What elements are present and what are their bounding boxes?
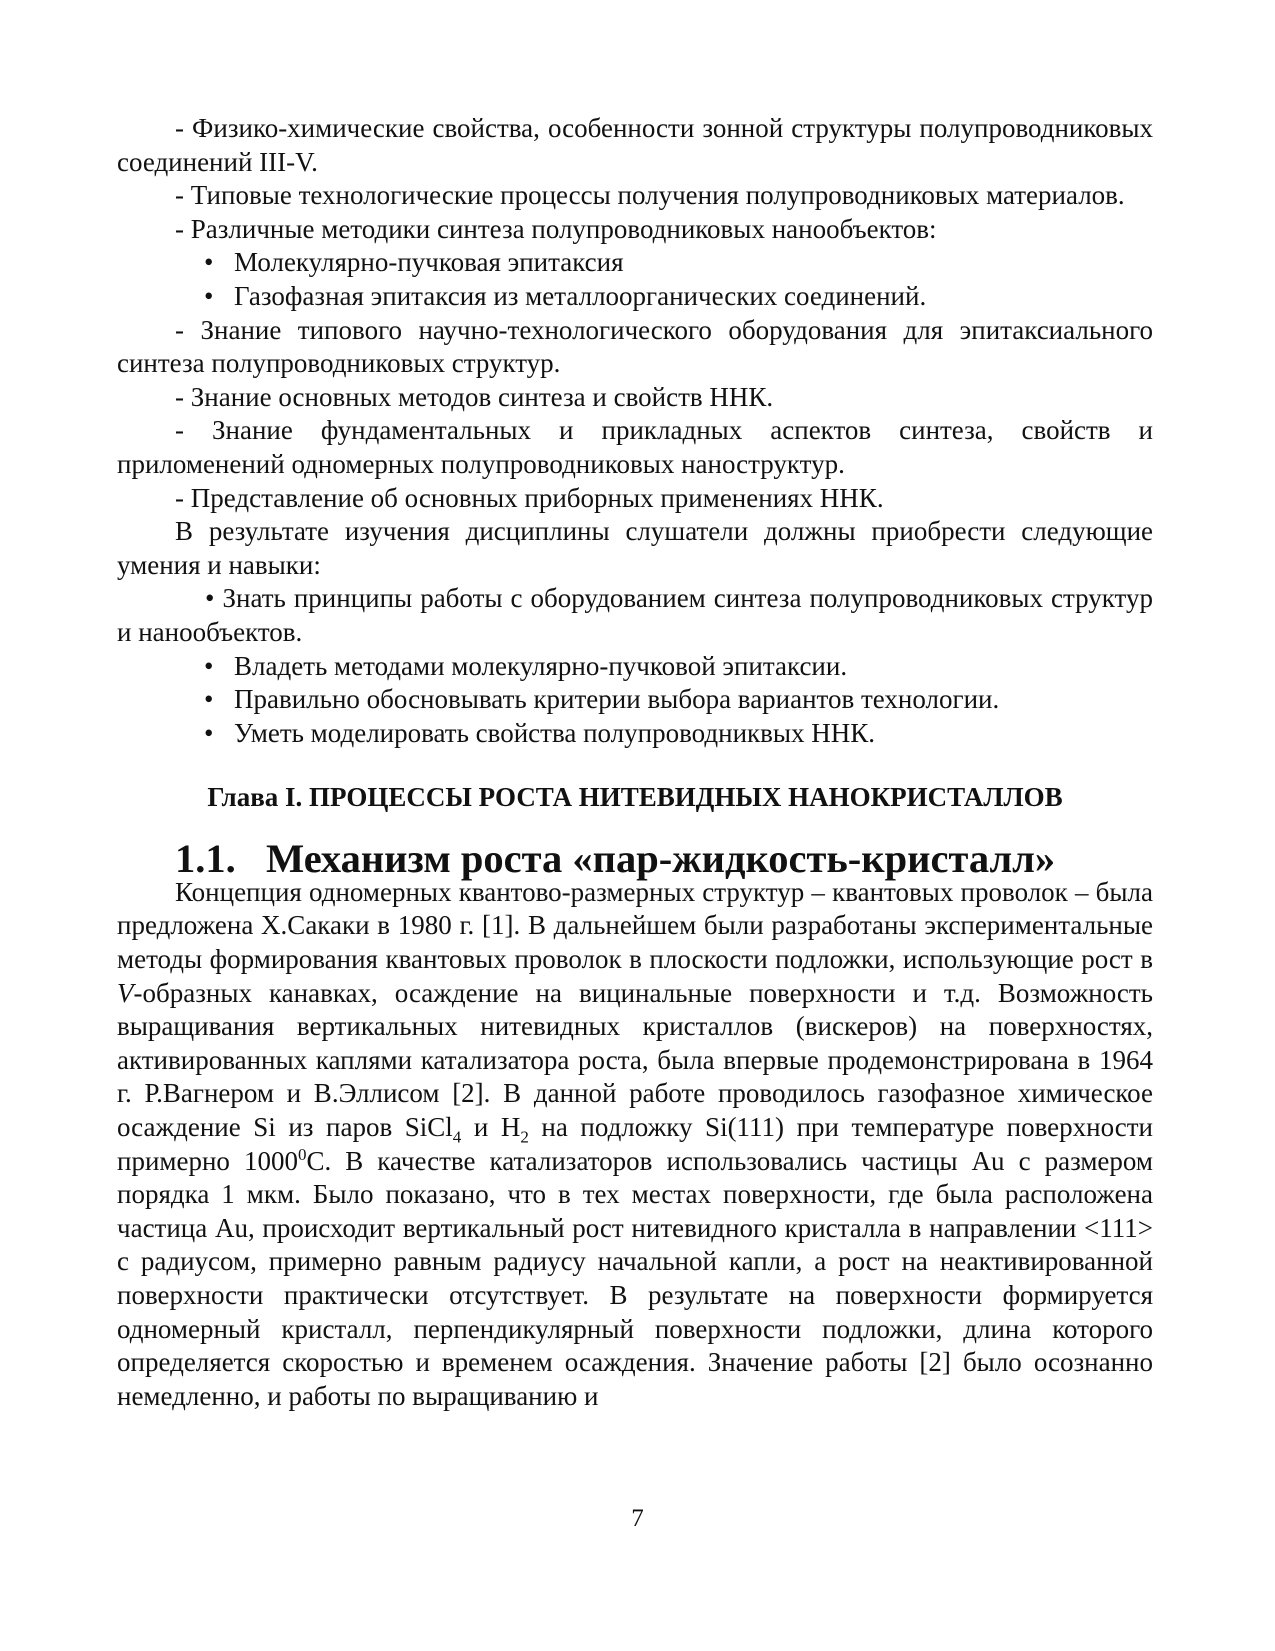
requirement-item: - Физико-химические свойства, особенности зонной структуры полупроводниковых соединений III-V.: [117, 113, 1153, 177]
skills-intro: В результате изучения дисциплины слушатели должны приобрести следующие умения и навыки:: [117, 516, 1154, 580]
requirement-item: - Представление об основных приборных применениях ННК.: [175, 482, 884, 513]
bullet-item: • Уметь моделировать свойства полупроводниквых ННК.: [117, 717, 1153, 751]
requirement-item: - Знание основных методов синтеза и свойств ННК.: [175, 381, 774, 412]
bullet-icon: •: [204, 247, 214, 278]
bullet-item: • Правильно обосновывать критерии выбора вариантов технологии.: [117, 683, 1153, 717]
bullet-icon: •: [204, 717, 214, 748]
requirement-item: - Различные методики синтеза полупроводниковых нанообъектов:: [175, 213, 937, 244]
bullet-item: • Молекулярно-пучковая эпитаксия: [117, 246, 1153, 280]
bullet-icon: •: [204, 280, 214, 311]
chapter-title: Глава I. ПРОЦЕССЫ РОСТА НИТЕВИДНЫХ НАНОКРИСТАЛЛОВ: [207, 782, 1063, 813]
bullet-item: • Газофазная эпитаксия из металлоорганических соединений.: [117, 280, 1153, 314]
bullet-item: • Знать принципы работы с оборудованием синтеза полупроводниковых структур и нанообъектов.: [117, 583, 1153, 647]
document-page: [117, 112, 1153, 1413]
section-number: 1.1.: [175, 836, 236, 882]
requirement-item: - Знание типового научно-технологического оборудования для эпитаксиального синтеза полупроводниковых структур.: [117, 314, 1153, 379]
section-heading: [117, 836, 1153, 882]
section-title: Механизм роста «пар-жидкость-кристалл»: [266, 836, 1056, 882]
bullet-item: • Владеть методами молекулярно-пучковой эпитаксии.: [117, 650, 1153, 684]
bullet-icon: •: [204, 684, 214, 715]
bullet-icon: •: [204, 650, 214, 681]
requirement-item: - Типовые технологические процессы получения полупроводниковых материалов.: [175, 180, 1125, 211]
body-paragraph: Концепция одномерных квантово-размерных структур – квантовых проволок – была предложена Х.Сакаки в 1980 г. [1]. В дальнейшем были разработаны экспериментальные методы формирования квантовых проволок в плоскости подложки, использующие рост в V-образных канавках, осаждение на вицинальные поверхности и т.д. Возможность выращивания вертикальных нитевидных кристаллов (вискеров) на поверхностях, активированных каплями катализатора роста, была впервые продемонстрирована в 1964 г. Р.Вагнером и В.Эллисом [2]. В данной работе проводилось газофазное химическое осаждение Si из паров SiCl$_4$ и $H_2$ на подложку Si(111) при температуре поверхности примерно 1000$^0$С. В качестве катализаторов использовались частицы Au с размером порядка 1 мкм. Было показано, что в тех местах поверхности, где была расположена частица Au, происходит вертикальный рост нитевидного кристалла в направлении <111> с радиусом, примерно равным радиусу начальной капли, а рост на неактивированной поверхности практически отсутствует. В результате на поверхности формируется одномерный кристалл, перпендикулярный поверхности подложки, длина которого определяется скоростью и временем осаждения. Значение работы [2] было осознанно немедленно, и работы по выращиванию и: [117, 876, 1153, 1411]
requirement-item: - Знание фундаментальных и прикладных аспектов синтеза, свойств и приломенений одномерных полупроводниковых наноструктур.: [117, 415, 1153, 479]
page-number: 7: [631, 1505, 644, 1532]
